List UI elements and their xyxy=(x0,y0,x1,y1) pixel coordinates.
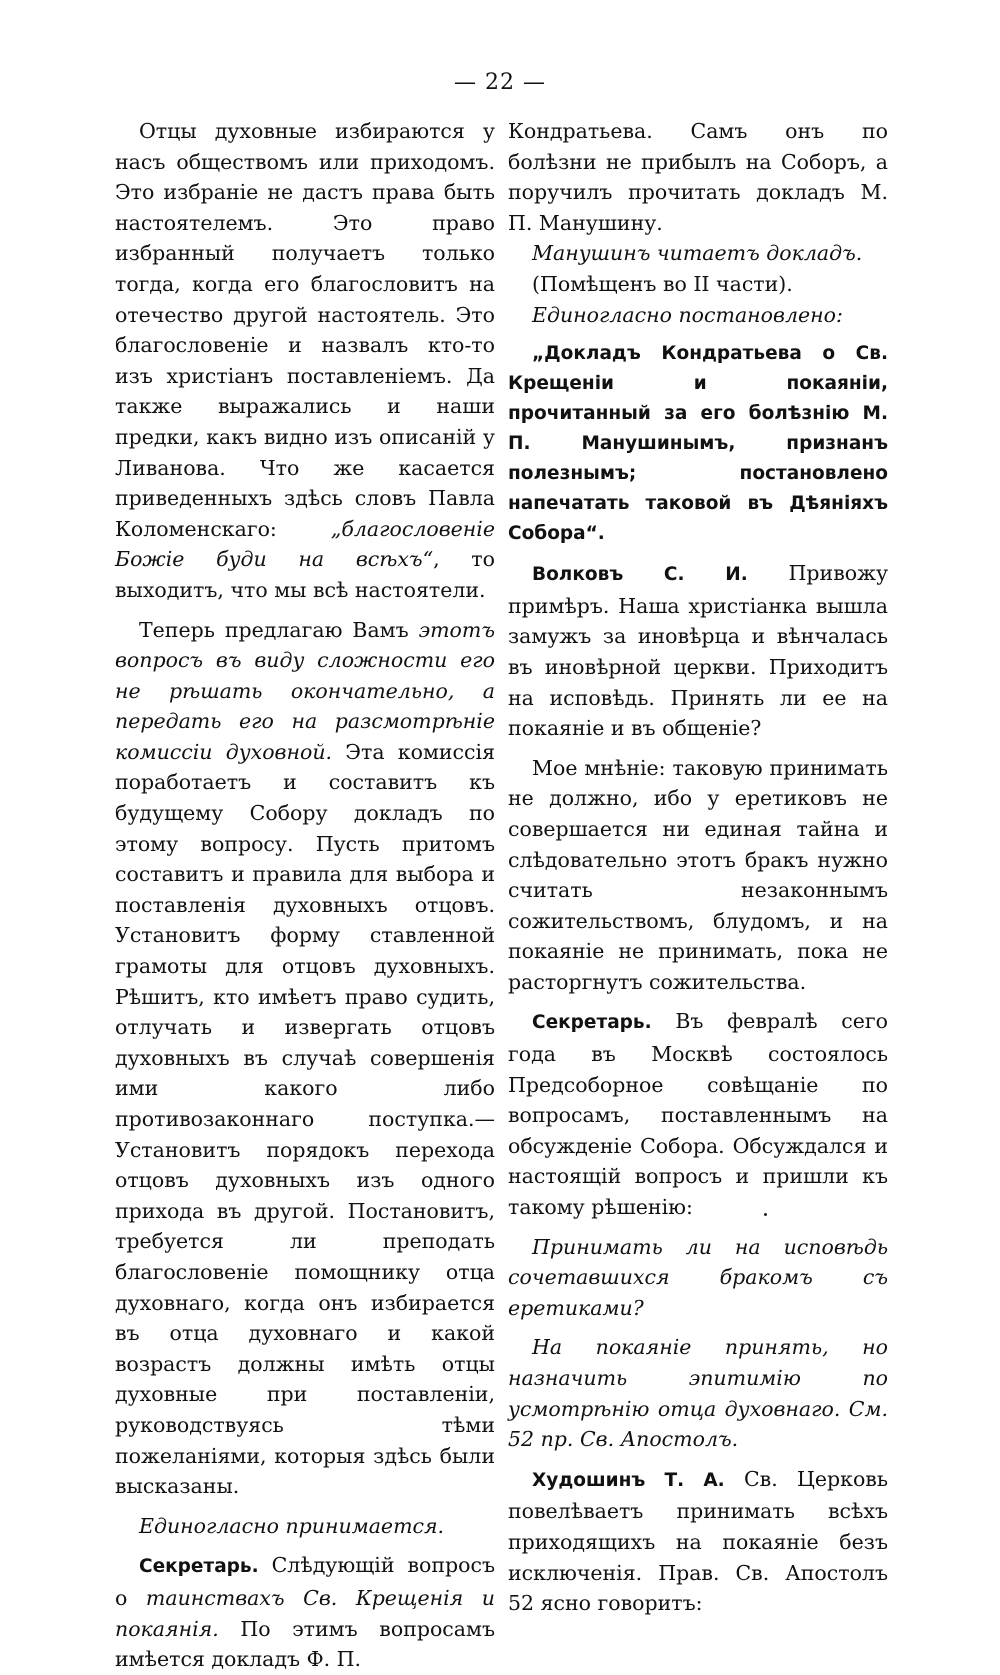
paragraph-text: Привожу примѣръ. Наша христіанка вышла замужъ за иновѣрца и вѣнчалась въ иновѣрной церкви. Приходитъ на исповѣдь. Принять ли ее на покаяніе и въ общеніе? xyxy=(508,561,889,741)
paragraph xyxy=(115,615,495,1502)
quote-text: „благословеніе Божіе буди на всѣхъ“ xyxy=(115,516,495,572)
speaker-name: Волковъ С. И. xyxy=(532,564,748,586)
resolution-line: Единогласно постановлено: xyxy=(532,302,843,327)
paragraph-text: Слѣдующій вопросъ о xyxy=(115,1553,495,1610)
paragraph: Кондратьева. Самъ онъ по болѣзни не прибылъ на Соборъ, а поручилъ прочитать докладъ М. П. Манушину. xyxy=(508,119,888,235)
action-line: Манушинъ читаетъ докладъ. xyxy=(532,241,863,266)
speaker-name: Секретарь. xyxy=(139,1556,259,1578)
paragraph-text: Теперь предлагаю Вамъ xyxy=(139,617,419,642)
note-line: (Помѣщенъ во II части). xyxy=(532,271,793,296)
paragraph-text: Отцы духовные избираются у насъ обществомъ или приходомъ. Это избраніе не дастъ права быть настоятелемъ. Это право избранный получаетъ только тогда, когда его благословитъ на отечество другой настоятель. Это благословеніе и назвалъ кто-то изъ христіанъ поставленіемъ. Да также выражались и наши предки, какъ видно изъ описаній у Ливанова. Что же касается приведенныхъ здѣсь словъ Павла Коломенскагo: xyxy=(115,119,495,541)
resolution-line: Единогласно принимается. xyxy=(139,1513,445,1538)
paragraph: Мое мнѣніе: таковую принимать не должно, ибо у еретиковъ не совершается ни единая тайна и слѣдовательно этотъ бракъ нужно считать незаконнымъ сожительствомъ, блудомъ, и на покаяніе не принимать, пока не расторгнутъ сожительства. xyxy=(508,755,888,994)
paragraph-text: , то выходитъ, что мы всѣ настоятели. xyxy=(115,547,495,602)
question-text: Принимать ли на исповѣдь сочетавшихся бракомъ съ еретиками? xyxy=(508,1234,888,1320)
paragraph-text: Св. Церковь повелѣваетъ принимать всѣхъ приходящихъ на покаяніе безъ исключенія. Прав. Св. Апостолъ 52 ясно говоритъ: xyxy=(508,1466,888,1616)
answer-text: На покаяніе принять, но назначить эпитимію по усмотрѣнію отца духовнаго. См. 52 пр. Св. Апостолъ. xyxy=(508,1335,888,1452)
paragraph-text: Въ февралѣ сего года въ Москвѣ состоялось Предсоборное совѣщаніе по вопросамъ, поставленнымъ на обсужденіе Собора. Обсуждался и настоящій вопросъ и пришли къ такому рѣшенію: xyxy=(508,1009,888,1220)
paragraph-text: По этимъ вопросамъ имѣется докладъ Ф. П. xyxy=(115,1616,495,1672)
paragraph xyxy=(508,558,888,744)
paragraph-text: Эта комиссія поработаетъ и составитъ къ будущему Собору докладъ по этому вопросу. Пусть притомъ составитъ и правила для выбора и поставленія духовныхъ отцовъ. Установитъ форму ставленной грамоты для отцовъ духовныхъ. Рѣшитъ, кто имѣетъ право судить, отлучать и извергать отцовъ духовныхъ въ случаѣ совершенія ими какого либо противозаконнаго поступка.—Установитъ порядокъ перехода отцовъ духовныхъ изъ одного прихода въ другой. Постановитъ, требуется ли преподать благословеніе помощнику отца духовнаго, когда онъ избирается въ отца духовнаго и какой возрастъ должны имѣть отцы духовные при поставленіи, руководствуясь тѣми пожеланіями, которыя здѣсь были высказаны. xyxy=(115,739,496,1499)
paragraph xyxy=(508,1006,888,1222)
page-number: — 22 — xyxy=(454,70,546,95)
speaker-name: Секретарь. xyxy=(532,1012,652,1034)
paragraph xyxy=(115,1550,495,1674)
paragraph xyxy=(115,116,495,606)
resolution-text: „Докладъ Кондратьева о Св. Крещеніи и покаяніи, прочитанный за его болѣзнію М. П. Манушинымъ, признанъ полезнымъ; постановлено напечатать таковой въ Дѣяніяхъ Собора“. xyxy=(508,343,888,545)
right-column xyxy=(508,116,888,1619)
paragraph xyxy=(508,1464,888,1619)
left-column xyxy=(115,116,495,1675)
emphasis-text: таинствахъ Св. Крещенія и покаянія. xyxy=(115,1585,495,1641)
emphasis-text: этотъ вопросъ въ виду сложности его не рѣшать окончательно, а передать его на разсмотрѣніе комиссіи духовной. xyxy=(115,617,495,764)
print-speck xyxy=(764,1213,767,1216)
speaker-name: Худошинъ Т. А. xyxy=(532,1469,725,1491)
